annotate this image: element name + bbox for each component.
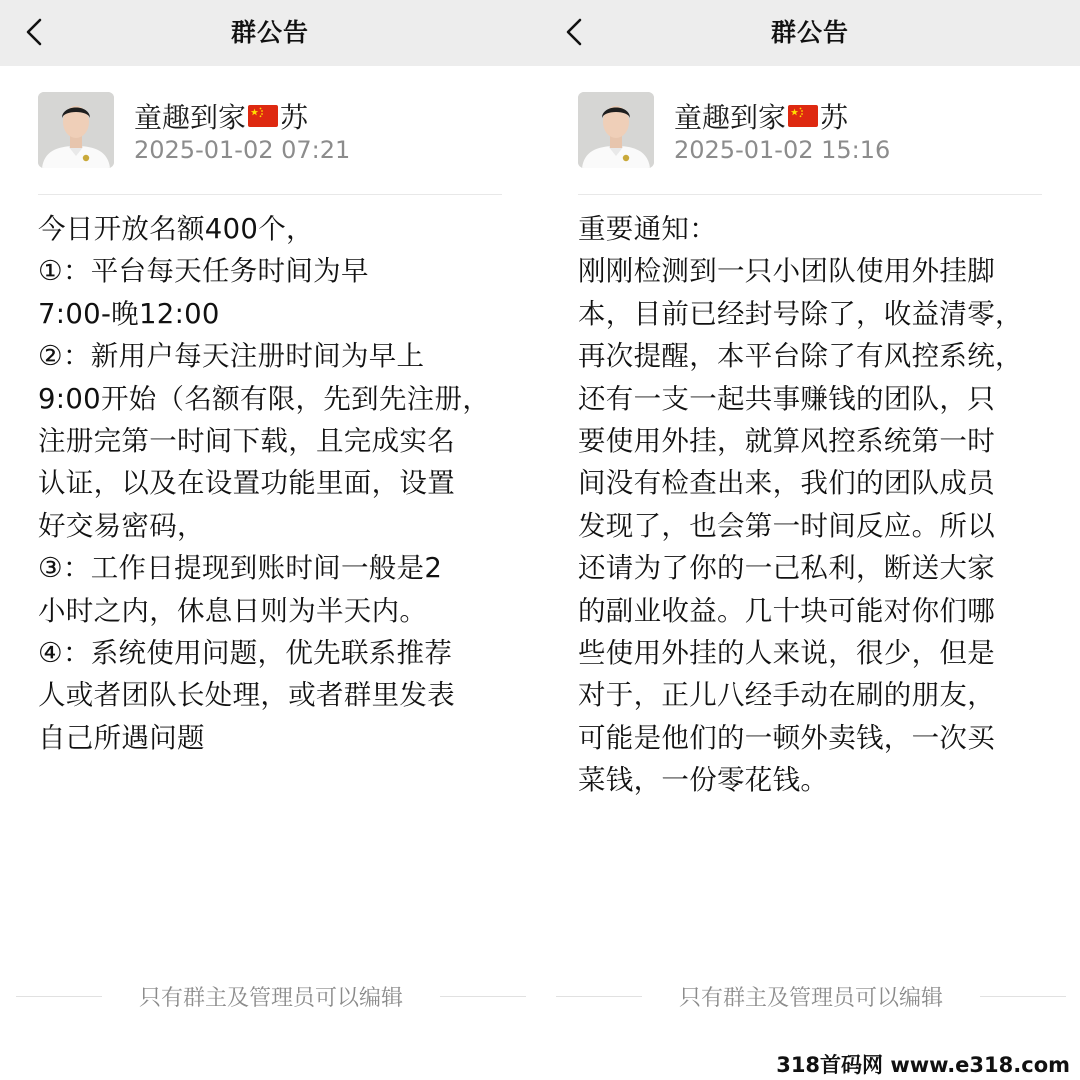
announcement-line: 对于，正儿八经手动在刷的朋友，	[578, 679, 995, 712]
announcement-line: 的副业收益。几十块可能对你们哪	[578, 594, 995, 627]
poster-name-suffix: 苏	[280, 101, 309, 134]
announcement-line: 注册完第一时间下载，且完成实名	[38, 425, 455, 458]
announcement-line: 再次提醒，本平台除了有风控系统，	[578, 340, 1023, 373]
announcement-line: 今日开放名额400个，	[38, 213, 314, 245]
announcement-line: 还请为了你的一己私利，断送大家	[578, 552, 995, 585]
announcement-body	[578, 208, 1048, 802]
announcement-line: 自己所遇问题	[38, 721, 205, 754]
announcement-line: 9:00开始（名额有限，先到先注册，	[38, 382, 491, 415]
navigation-bar	[0, 0, 540, 66]
announcement-line: 7:00-晚12:00	[38, 297, 220, 330]
announcement-line: 人或者团队长处理，或者群里发表	[38, 679, 455, 712]
announcement-line: ③：工作日提现到账时间一般是2	[38, 552, 443, 585]
announcement-line: ②：新用户每天注册时间为早上	[38, 340, 425, 373]
page-title: 群公告	[230, 18, 309, 47]
announcement-body	[38, 208, 508, 759]
announcement-line: 刚刚检测到一只小团队使用外挂脚	[578, 255, 995, 288]
announcement-line: 还有一支一起共事赚钱的团队，只	[578, 382, 995, 415]
poster-name	[134, 96, 308, 136]
poster-name	[674, 96, 848, 136]
announcement-line: 认证，以及在设置功能里面，设置	[38, 467, 455, 500]
announcement-line: 本，目前已经封号除了，收益清零，	[578, 297, 1023, 330]
post-timestamp: 2025-01-02 07:21	[134, 136, 351, 164]
footer-rule-right	[440, 996, 526, 997]
edit-permission-footer	[16, 978, 526, 1014]
edit-permission-notice: 只有群主及管理员可以编辑	[678, 986, 943, 1011]
announcement-line: 好交易密码，	[38, 509, 205, 542]
poster-name-prefix: 童趣到家	[674, 101, 787, 134]
edit-permission-footer	[556, 978, 1066, 1014]
header-divider	[578, 194, 1042, 195]
announcement-line: 发现了，也会第一时间反应。所以	[578, 509, 995, 542]
poster-name-prefix: 童趣到家	[134, 101, 247, 134]
announcement-line: ④：系统使用问题，优先联系推荐	[38, 637, 453, 670]
avatar[interactable]	[38, 92, 114, 168]
footer-rule-right	[980, 996, 1066, 997]
announcement-line: 重要通知：	[578, 213, 717, 245]
announcement-line: 要使用外挂，就算风控系统第一时	[578, 425, 995, 458]
edit-permission-notice: 只有群主及管理员可以编辑	[138, 986, 403, 1011]
china-flag-icon	[788, 105, 818, 127]
announcement-line: 菜钱，一份零花钱。	[578, 764, 829, 797]
announcement-line: 可能是他们的一顿外卖钱，一次买	[578, 721, 995, 754]
poster-name-suffix: 苏	[820, 101, 849, 134]
page-title: 群公告	[770, 18, 849, 47]
header-divider	[38, 194, 502, 195]
avatar[interactable]	[578, 92, 654, 168]
announcement-screen-right	[540, 0, 1080, 1080]
announcement-line: 小时之内，休息日则为半天内。	[38, 594, 428, 627]
navigation-bar	[540, 0, 1080, 66]
announcement-line: ①：平台每天任务时间为早	[38, 255, 369, 288]
post-timestamp: 2025-01-02 15:16	[674, 136, 891, 164]
site-watermark: 318首码网 www.e318.com	[776, 1053, 1070, 1077]
announcement-line: 间没有检查出来，我们的团队成员	[578, 467, 995, 500]
announcement-line: 些使用外挂的人来说，很少，但是	[578, 637, 995, 670]
china-flag-icon	[248, 105, 278, 127]
